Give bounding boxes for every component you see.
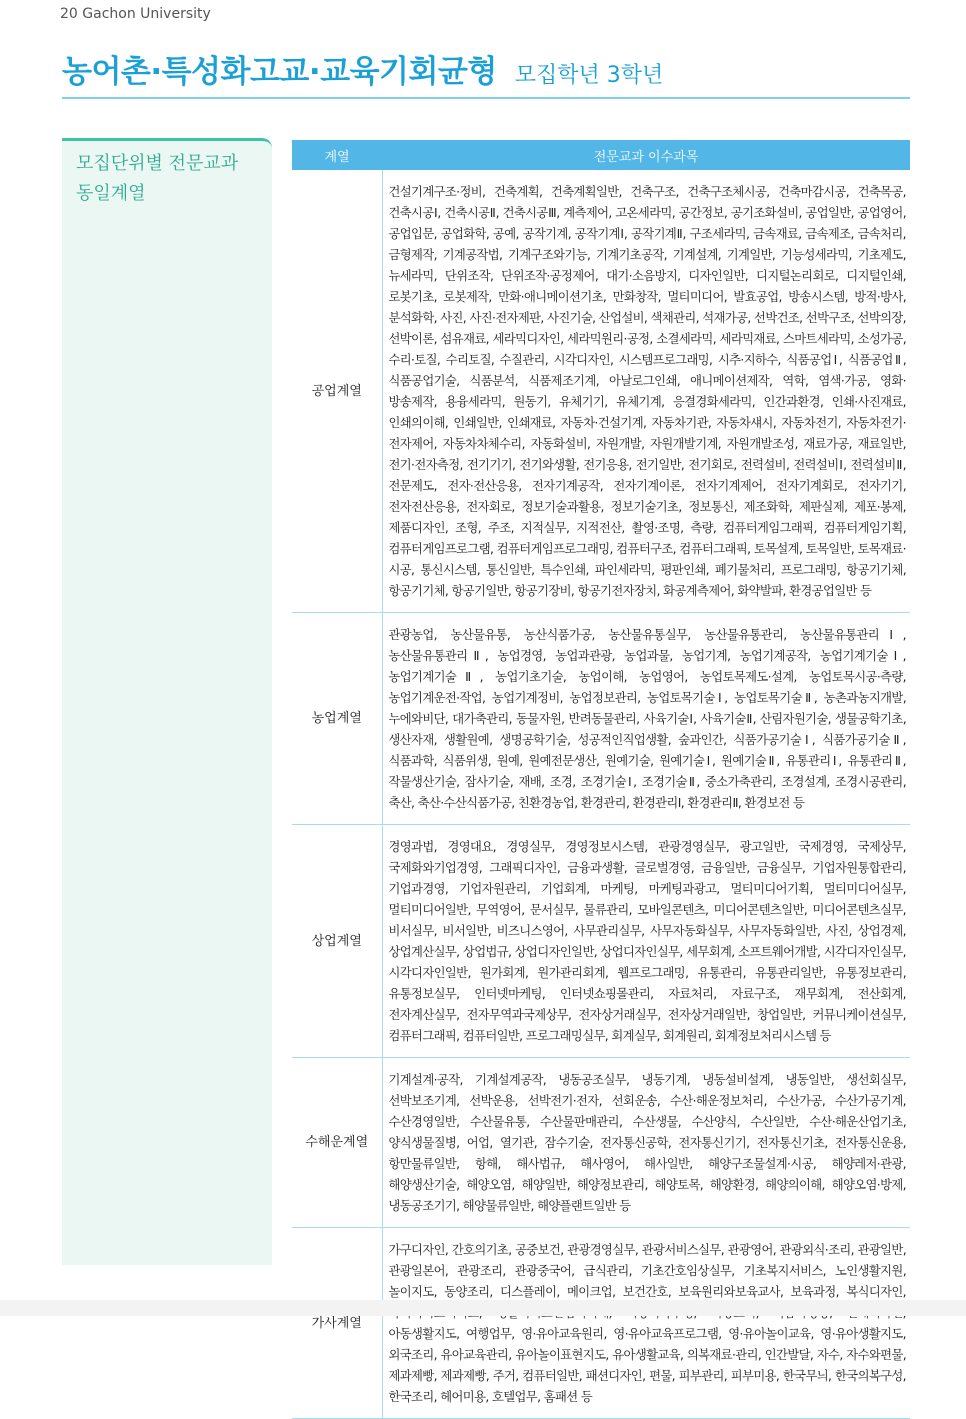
row-subjects: 가구디자인, 간호의기초, 공중보건, 관광경영실무, 관광서비스실무, 관광영어, 관광외식·조리, 관광일반, 관광일본어, 관광조리, 관광중국어, 급식관리, 기초간호임상실무, 기초복지서비스, 노인생활지원, 놀이지도, 동양조리, 디스플레이, 메이크업, 보건간호, 보육원리와보육교사, 보육과정, 복식디자인, 아동생활지도, 여행업무, 영·유아교육원리, 영·유아교육프로그램, 영·유아놀이교육, 영·유아생활지도, 외국조리, 유아교육관리, 유아놀이표현지도, 유아생활교육, 의복재료·관리, 인간발달, 자수, 자수와편물, 제과제빵, 제과제빵, 주거, 컴퓨터일반, 패션디자인, 편물, 피부관리, 피부미용, 한국무늬, 한국의복구성, 한국조리, 헤어미용, 호텔업무, 홈패션 등: [382, 1228, 910, 1419]
university-name: Gachon University: [82, 6, 211, 22]
page-footer-bar: [0, 1300, 966, 1316]
side-label: [76, 149, 258, 209]
table-row: [292, 613, 910, 825]
table-row: [292, 1058, 910, 1228]
table-row: [292, 825, 910, 1058]
course-table: [292, 140, 910, 1419]
side-label-line-1: 모집단위별 전문교과: [76, 153, 239, 174]
title-divider: [62, 97, 910, 99]
side-label-line-2: 동일계열: [76, 183, 146, 204]
table-row: [292, 170, 910, 613]
header-subjects: 전문교과 이수과목: [382, 140, 910, 170]
page-header: [60, 6, 211, 22]
row-subjects: 기계설계·공작, 기계설계공작, 냉동공조실무, 냉동기계, 냉동설비설계, 냉동일반, 생선회실무, 선박보조기계, 선박운용, 선박전기·전자, 선회운송, 수산·해운정보처리, 수산가공, 수산가공기계, 수산경영일반, 수산물유통, 수산물판매관리, 수산생물, 수산양식, 수산일반, 수산·해운산업기초, 양식생물질병, 어업, 열기관, 잠수기술, 전자통신공학, 전자통신기기, 전자통신기초, 전자통신운용, 항만물류일반, 항해, 해사법규, 해사영어, 해사일반, 해양구조물설계·시공, 해양레저·관광, 해양생산기술, 해양오염, 해양일반, 해양정보관리, 해양토목, 해양환경, 해양의이해, 해양오염·방제, 냉동공조기기, 해양물류일반, 해양플랜트일반 등: [382, 1058, 910, 1228]
row-subjects: 관광농업, 농산물유통, 농산식품가공, 농산물유통실무, 농산물유통관리, 농산물유통관리Ⅰ, 농산물유통관리Ⅱ, 농업경영, 농업과관광, 농업과물, 농업기계, 농업기계공작, 농업기계기술Ⅰ, 농업기계기술Ⅱ, 농업기초기술, 농업이해, 농업영어, 농업토목제도·설계, 농업토목시공·측량, 농업기계운전·작업, 농업기계정비, 농업정보관리, 농업토목기술Ⅰ, 농업토목기술Ⅱ, 농촌과농지개발, 누에와비단, 대가축관리, 동물자원, 반려동물관리, 사육기술Ⅰ, 사육기술Ⅱ, 산림자원기술, 생물공학기초, 생산자재, 생활원예, 생명공학기술, 성공적인직업생활, 숲과인간, 식품가공기술Ⅰ, 식품가공기술Ⅱ, 식품과학, 식품위생, 원예, 원예전문생산, 원예기술, 원예기술Ⅰ, 원예기술Ⅱ, 유통관리Ⅰ, 유통관리Ⅱ, 작물생산기술, 잠사기술, 재배, 조경, 조경기술Ⅰ, 조경기술Ⅱ, 중소가축관리, 조경설계, 조경시공관리, 축산, 축산·수산식품가공, 친환경농업, 환경관리, 환경관리Ⅰ, 환경관리Ⅱ, 환경보전 등: [382, 613, 910, 825]
table-header-row: [292, 140, 910, 170]
page-subtitle: 모집학년 3학년: [514, 63, 664, 88]
page-title: 농어촌·특성화고교·교육기회균형: [62, 54, 497, 90]
row-category: 농업계열: [292, 613, 382, 825]
row-category: 가사계열: [292, 1228, 382, 1419]
row-category: 수해운계열: [292, 1058, 382, 1228]
row-category: 상업계열: [292, 825, 382, 1058]
row-subjects: 경영과법, 경영대요, 경영실무, 경영정보시스템, 관광경영실무, 광고일반, 국제경영, 국제상무, 국제화와기업경영, 그래픽디자인, 금융과생활, 글로벌경영, 금융일반, 금융실무, 기업자원통합관리, 기업과경영, 기업자원관리, 기업회계, 마케팅, 마케팅과광고, 멀티미디어기획, 멀티미디어실무, 멀티미디어일반, 무역영어, 문서실무, 물류관리, 모바일콘텐츠, 미디어콘텐츠일반, 미디어콘텐츠실무, 비서실무, 비서일반, 비즈니스영어, 사무관리실무, 사무자동화실무, 사무자동화일반, 사진, 상업경제, 상업계산실무, 상업법규, 상업디자인일반, 상업디자인실무, 세무회계, 소프트웨어개발, 시각디자인실무, 시각디자인일반, 원가회계, 원가관리회계, 웹프로그래밍, 유통관리, 유통관리일반, 유통정보관리, 유통정보실무, 인터넷마케팅, 인터넷쇼핑몰관리, 자료처리, 자료구조, 재무회계, 전산회계, 전자계산실무, 전자무역과국제상무, 전자상거래실무, 전자상거래일반, 창업일반, 커뮤니케이션실무, 컴퓨터그래픽, 컴퓨터일반, 프로그래밍실무, 회계실무, 회계원리, 회계정보처리시스템 등: [382, 825, 910, 1058]
side-panel: [62, 138, 272, 1265]
header-category: 계열: [292, 140, 382, 170]
table-row: [292, 1228, 910, 1419]
row-subjects: 건설기계구조·정비, 건축계획, 건축계획일반, 건축구조, 건축구조체시공, 건축마감시공, 건축목공, 건축시공Ⅰ, 건축시공Ⅱ, 건축시공Ⅲ, 계측제어, 고온세라믹, 공간정보, 공기조화설비, 공업일반, 공업영어, 공업입문, 공업화학, 공예, 공작기계, 공작기계Ⅰ, 공작기계Ⅱ, 구조세라믹, 금속재료, 금속제조, 금속처리, 금형제작, 기계공작법, 기계구조와기능, 기계기초공작, 기계설계, 기계일반, 기능성세라믹, 기초제도, 뉴세라믹, 단위조작, 단위조작·공정제어, 대기·소음방지, 디자인일반, 디지털논리회로, 디지털인쇄, 로봇기초, 로봇제작, 만화·애니메이션기초, 만화창작, 멀티미디어, 발효공업, 방송시스템, 방적·방사, 분석화학, 사진, 사진·전자제판, 사진기술, 산업설비, 색채관리, 석재가공, 선박건조, 선박구조, 선박의장, 선박이론, 섬유재료, 세라믹디자인, 세라믹원리·공정, 소결세라믹, 세라믹재료, 스마트세라믹, 소성가공, 수리·토질, 수리토질, 수질관리, 시각디자인, 시스템프로그래밍, 시추·지하수, 식품공업Ⅰ, 식품공업Ⅱ, 식품공업기술, 식품분석, 식품제조기계, 아날로그인쇄, 애니메이션제작, 역학, 염색·가공, 영화·방송제작, 용융세라믹, 원동기, 유체기기, 유체기계, 응결경화세라믹, 인간과환경, 인쇄·사진재료, 인쇄의이해, 인쇄일반, 인쇄재료, 자동차·건설기계, 자동차기관, 자동차섀시, 자동차전기, 자동차전기·전자제어, 자동차차체수리, 자동화설비, 자원개발, 자원개발기계, 자원개발조성, 재료가공, 재료일반, 전기·전자측정, 전기기기, 전기와생활, 전기응용, 전기일반, 전기회로, 전력설비, 전력설비Ⅰ, 전력설비Ⅱ, 전문제도, 전자·전산응용, 전자기계공작, 전자기계이론, 전자기계제어, 전자기계회로, 전자기기, 전자전산응용, 전자회로, 정보기술과활용, 정보기술기초, 정보통신, 제조화학, 제판실제, 제포·봉제, 제품디자인, 조형, 주조, 지적실무, 지적전산, 촬영·조명, 측량, 컴퓨터게임그래픽, 컴퓨터게임기획, 컴퓨터게임프로그램, 컴퓨터게임프로그래밍, 컴퓨터구조, 컴퓨터그래픽, 토목설계, 토목일반, 토목재료·시공, 통신시스템, 통신일반, 특수인쇄, 파인세라믹, 평판인쇄, 폐기물처리, 프로그래밍, 항공기기체, 항공기기체, 항공기일반, 항공기장비, 항공기전자장치, 화공계측제어, 화약발파, 환경공업일반 등: [382, 170, 910, 613]
row-category: 공업계열: [292, 170, 382, 613]
page-number: 20: [60, 6, 78, 22]
page-title-row: [62, 46, 910, 91]
